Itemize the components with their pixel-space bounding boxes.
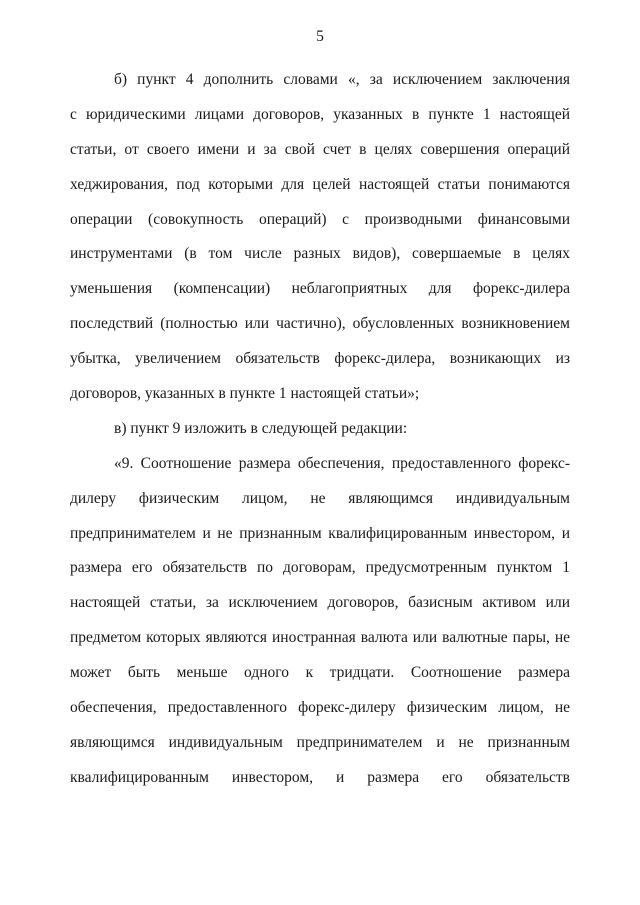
page-number: 5 <box>316 28 324 45</box>
text-line: убытка, увеличением обязательств форекс-дилера, возникающих из <box>70 350 570 368</box>
text-line: уменьшения (компенсации) неблагоприятных для форекс-дилера <box>70 280 570 298</box>
text-line: последствий (полностью или частично), обусловленных возникновением <box>70 315 570 333</box>
text-line: размера его обязательств по договорам, предусмотренным пунктом 1 <box>70 559 570 577</box>
text-line: договоров, указанных в пункте 1 настоящей статьи»; <box>70 385 420 403</box>
text-line: предпринимателем и не признанным квалифицированным инвестором, и <box>70 524 570 542</box>
text-line: инструментами (в том числе разных видов), совершаемые в целях <box>70 245 570 263</box>
text-line: в) пункт 9 изложить в следующей редакции: <box>114 419 408 437</box>
paragraph-9 <box>70 454 570 803</box>
text-line: дилеру физическим лицом, не являющимся индивидуальным <box>70 489 570 507</box>
text-line: статьи, от своего имени и за свой счет в целях совершения операций <box>70 140 570 158</box>
paragraph-b <box>70 70 570 419</box>
text-line: «9. Соотношение размера обеспечения, предоставленного форекс- <box>114 454 570 472</box>
text-line: обеспечения, предоставленного форекс-дилеру физическим лицом, не <box>70 699 570 717</box>
document-body <box>70 70 570 803</box>
text-line: б) пункт 4 дополнить словами «, за исключением заключения <box>114 71 570 88</box>
text-line: операции (совокупность операций) с производными финансовыми <box>70 210 570 228</box>
text-line: настоящей статьи, за исключением договоров, базисным активом или <box>70 594 570 612</box>
text-line: квалифицированным инвестором, и размера его обязательств <box>70 768 570 786</box>
text-line: являющимся индивидуальным предпринимателем и не признанным <box>70 733 570 751</box>
text-line: предметом которых являются иностранная валюта или валютные пары, не <box>70 629 570 647</box>
paragraph-v <box>70 419 570 454</box>
text-line: хеджирования, под которыми для целей настоящей статьи понимаются <box>70 175 570 193</box>
text-line: с юридическими лицами договоров, указанных в пункте 1 настоящей <box>70 105 570 123</box>
text-line: может быть меньше одного к тридцати. Соотношение размера <box>70 664 570 682</box>
